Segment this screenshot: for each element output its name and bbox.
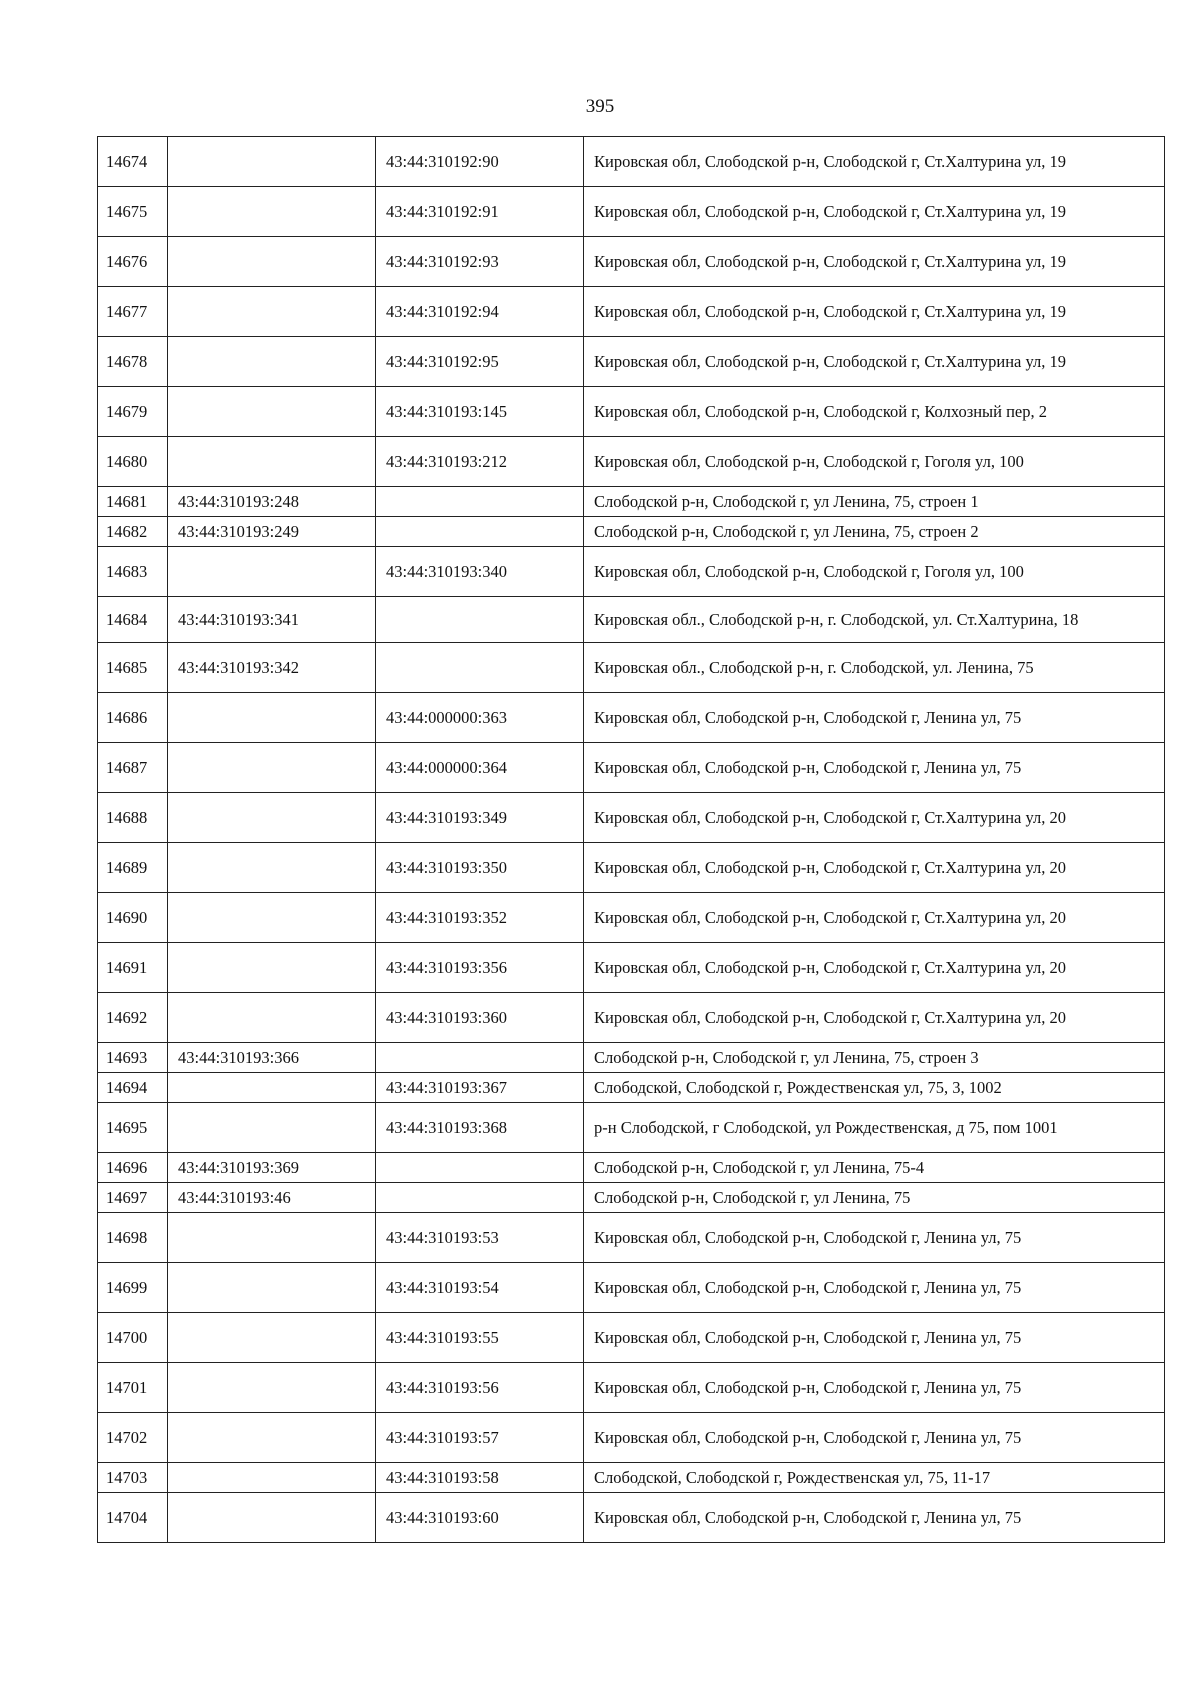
cadastral-number-cell: 43:44:310193:248 xyxy=(168,487,376,517)
cadastral-number-cell xyxy=(168,893,376,943)
address-cell: Кировская обл, Слободской р-н, Слободской г, Ст.Халтурина ул, 20 xyxy=(584,893,1165,943)
row-number-cell: 14688 xyxy=(98,793,168,843)
table-row xyxy=(98,1363,1165,1413)
table-row xyxy=(98,387,1165,437)
address-cell: Кировская обл, Слободской р-н, Слободской г, Ленина ул, 75 xyxy=(584,1493,1165,1543)
object-cadastral-number-cell: 43:44:310193:212 xyxy=(376,437,584,487)
cadastral-number-cell: 43:44:310193:341 xyxy=(168,597,376,643)
table-row xyxy=(98,1213,1165,1263)
address-cell: Кировская обл, Слободской р-н, Слободской г, Ленина ул, 75 xyxy=(584,1263,1165,1313)
cadastral-number-cell xyxy=(168,693,376,743)
row-number-cell: 14695 xyxy=(98,1103,168,1153)
row-number-cell: 14675 xyxy=(98,187,168,237)
table-row xyxy=(98,187,1165,237)
cadastral-number-cell xyxy=(168,743,376,793)
address-cell: Слободской р-н, Слободской г, ул Ленина, 75, строен 2 xyxy=(584,517,1165,547)
cadastral-number-cell xyxy=(168,1493,376,1543)
address-cell: Кировская обл, Слободской р-н, Слободской г, Ст.Халтурина ул, 19 xyxy=(584,187,1165,237)
cadastral-number-cell xyxy=(168,437,376,487)
cadastral-number-cell: 43:44:310193:369 xyxy=(168,1153,376,1183)
object-cadastral-number-cell: 43:44:310193:145 xyxy=(376,387,584,437)
table-row xyxy=(98,993,1165,1043)
cadastral-number-cell: 43:44:310193:366 xyxy=(168,1043,376,1073)
object-cadastral-number-cell: 43:44:310193:57 xyxy=(376,1413,584,1463)
object-cadastral-number-cell: 43:44:310193:350 xyxy=(376,843,584,893)
row-number-cell: 14681 xyxy=(98,487,168,517)
object-cadastral-number-cell xyxy=(376,597,584,643)
cadastral-number-cell xyxy=(168,1073,376,1103)
object-cadastral-number-cell xyxy=(376,643,584,693)
row-number-cell: 14703 xyxy=(98,1463,168,1493)
address-cell: Кировская обл, Слободской р-н, Слободской г, Ленина ул, 75 xyxy=(584,743,1165,793)
table-row xyxy=(98,793,1165,843)
row-number-cell: 14687 xyxy=(98,743,168,793)
table-row xyxy=(98,693,1165,743)
table-row xyxy=(98,137,1165,187)
object-cadastral-number-cell xyxy=(376,517,584,547)
cadastral-number-cell: 43:44:310193:46 xyxy=(168,1183,376,1213)
address-cell: Кировская обл, Слободской р-н, Слободской г, Гоголя ул, 100 xyxy=(584,437,1165,487)
table-row xyxy=(98,893,1165,943)
row-number-cell: 14678 xyxy=(98,337,168,387)
address-cell: Кировская обл, Слободской р-н, Слободской г, Ленина ул, 75 xyxy=(584,693,1165,743)
cadastral-number-cell xyxy=(168,943,376,993)
table-row xyxy=(98,597,1165,643)
row-number-cell: 14679 xyxy=(98,387,168,437)
cadastral-number-cell xyxy=(168,337,376,387)
object-cadastral-number-cell: 43:44:310192:93 xyxy=(376,237,584,287)
object-cadastral-number-cell: 43:44:310193:60 xyxy=(376,1493,584,1543)
page-number: 395 xyxy=(585,96,615,117)
cadastral-number-cell xyxy=(168,1263,376,1313)
address-cell: Кировская обл, Слободской р-н, Слободской г, Ст.Халтурина ул, 20 xyxy=(584,993,1165,1043)
row-number-cell: 14682 xyxy=(98,517,168,547)
address-cell: Слободской р-н, Слободской г, ул Ленина, 75 xyxy=(584,1183,1165,1213)
address-cell: Кировская обл, Слободской р-н, Слободской г, Ст.Халтурина ул, 20 xyxy=(584,793,1165,843)
cadastral-number-cell xyxy=(168,287,376,337)
row-number-cell: 14674 xyxy=(98,137,168,187)
address-cell: Кировская обл, Слободской р-н, Слободской г, Ленина ул, 75 xyxy=(584,1363,1165,1413)
object-cadastral-number-cell: 43:44:000000:363 xyxy=(376,693,584,743)
address-cell: Слободской р-н, Слободской г, ул Ленина, 75-4 xyxy=(584,1153,1165,1183)
row-number-cell: 14685 xyxy=(98,643,168,693)
table-row xyxy=(98,237,1165,287)
cadastral-number-cell xyxy=(168,1103,376,1153)
row-number-cell: 14693 xyxy=(98,1043,168,1073)
address-cell: Кировская обл, Слободской р-н, Слободской г, Ст.Халтурина ул, 19 xyxy=(584,237,1165,287)
object-cadastral-number-cell: 43:44:310193:56 xyxy=(376,1363,584,1413)
row-number-cell: 14696 xyxy=(98,1153,168,1183)
cadastral-number-cell xyxy=(168,137,376,187)
address-cell: Кировская обл, Слободской р-н, Слободской г, Ст.Халтурина ул, 19 xyxy=(584,137,1165,187)
object-cadastral-number-cell xyxy=(376,1153,584,1183)
object-cadastral-number-cell xyxy=(376,487,584,517)
address-cell: р-н Слободской, г Слободской, ул Рождественская, д 75, пом 1001 xyxy=(584,1103,1165,1153)
object-cadastral-number-cell xyxy=(376,1043,584,1073)
cadastral-number-cell xyxy=(168,187,376,237)
registry-table xyxy=(97,136,1165,1543)
row-number-cell: 14697 xyxy=(98,1183,168,1213)
table-row xyxy=(98,337,1165,387)
address-cell: Кировская обл., Слободской р-н, г. Слободской, ул. Ст.Халтурина, 18 xyxy=(584,597,1165,643)
table-row xyxy=(98,643,1165,693)
address-cell: Слободской, Слободской г, Рождественская ул, 75, 11-17 xyxy=(584,1463,1165,1493)
row-number-cell: 14698 xyxy=(98,1213,168,1263)
object-cadastral-number-cell: 43:44:310193:53 xyxy=(376,1213,584,1263)
row-number-cell: 14691 xyxy=(98,943,168,993)
row-number-cell: 14686 xyxy=(98,693,168,743)
table-row xyxy=(98,1263,1165,1313)
object-cadastral-number-cell: 43:44:000000:364 xyxy=(376,743,584,793)
table-row xyxy=(98,437,1165,487)
row-number-cell: 14683 xyxy=(98,547,168,597)
row-number-cell: 14689 xyxy=(98,843,168,893)
row-number-cell: 14694 xyxy=(98,1073,168,1103)
row-number-cell: 14704 xyxy=(98,1493,168,1543)
address-cell: Кировская обл, Слободской р-н, Слободской г, Ст.Халтурина ул, 20 xyxy=(584,843,1165,893)
object-cadastral-number-cell: 43:44:310192:95 xyxy=(376,337,584,387)
cadastral-number-cell xyxy=(168,1413,376,1463)
table-row xyxy=(98,287,1165,337)
address-cell: Кировская обл, Слободской р-н, Слободской г, Ст.Халтурина ул, 20 xyxy=(584,943,1165,993)
cadastral-number-cell xyxy=(168,1313,376,1363)
object-cadastral-number-cell: 43:44:310193:360 xyxy=(376,993,584,1043)
object-cadastral-number-cell: 43:44:310193:55 xyxy=(376,1313,584,1363)
table-row xyxy=(98,487,1165,517)
table-row xyxy=(98,1493,1165,1543)
address-cell: Кировская обл, Слободской р-н, Слободской г, Ст.Халтурина ул, 19 xyxy=(584,287,1165,337)
row-number-cell: 14700 xyxy=(98,1313,168,1363)
address-cell: Кировская обл, Слободской р-н, Слободской г, Ст.Халтурина ул, 19 xyxy=(584,337,1165,387)
object-cadastral-number-cell: 43:44:310192:90 xyxy=(376,137,584,187)
table-row xyxy=(98,943,1165,993)
address-cell: Слободской, Слободской г, Рождественская ул, 75, 3, 1002 xyxy=(584,1073,1165,1103)
cadastral-number-cell xyxy=(168,547,376,597)
table-row xyxy=(98,1103,1165,1153)
object-cadastral-number-cell: 43:44:310192:94 xyxy=(376,287,584,337)
object-cadastral-number-cell: 43:44:310193:356 xyxy=(376,943,584,993)
row-number-cell: 14676 xyxy=(98,237,168,287)
object-cadastral-number-cell: 43:44:310193:54 xyxy=(376,1263,584,1313)
address-cell: Кировская обл, Слободской р-н, Слободской г, Ленина ул, 75 xyxy=(584,1313,1165,1363)
row-number-cell: 14699 xyxy=(98,1263,168,1313)
table-row xyxy=(98,1043,1165,1073)
object-cadastral-number-cell: 43:44:310193:340 xyxy=(376,547,584,597)
address-cell: Кировская обл, Слободской р-н, Слободской г, Колхозный пер, 2 xyxy=(584,387,1165,437)
object-cadastral-number-cell xyxy=(376,1183,584,1213)
cadastral-number-cell xyxy=(168,1213,376,1263)
row-number-cell: 14702 xyxy=(98,1413,168,1463)
cadastral-number-cell xyxy=(168,1463,376,1493)
address-cell: Кировская обл, Слободской р-н, Слободской г, Ленина ул, 75 xyxy=(584,1213,1165,1263)
row-number-cell: 14692 xyxy=(98,993,168,1043)
address-cell: Кировская обл, Слободской р-н, Слободской г, Ленина ул, 75 xyxy=(584,1413,1165,1463)
cadastral-number-cell xyxy=(168,793,376,843)
address-cell: Слободской р-н, Слободской г, ул Ленина, 75, строен 3 xyxy=(584,1043,1165,1073)
cadastral-number-cell xyxy=(168,1363,376,1413)
object-cadastral-number-cell: 43:44:310192:91 xyxy=(376,187,584,237)
address-cell: Кировская обл., Слободской р-н, г. Слободской, ул. Ленина, 75 xyxy=(584,643,1165,693)
table-row xyxy=(98,1073,1165,1103)
object-cadastral-number-cell: 43:44:310193:352 xyxy=(376,893,584,943)
table-row xyxy=(98,1153,1165,1183)
table-row xyxy=(98,1313,1165,1363)
cadastral-number-cell xyxy=(168,843,376,893)
table-row xyxy=(98,1413,1165,1463)
table-row xyxy=(98,517,1165,547)
row-number-cell: 14690 xyxy=(98,893,168,943)
cadastral-number-cell xyxy=(168,993,376,1043)
object-cadastral-number-cell: 43:44:310193:58 xyxy=(376,1463,584,1493)
row-number-cell: 14677 xyxy=(98,287,168,337)
row-number-cell: 14701 xyxy=(98,1363,168,1413)
cadastral-number-cell: 43:44:310193:342 xyxy=(168,643,376,693)
table-row xyxy=(98,547,1165,597)
table-row xyxy=(98,1183,1165,1213)
row-number-cell: 14684 xyxy=(98,597,168,643)
row-number-cell: 14680 xyxy=(98,437,168,487)
object-cadastral-number-cell: 43:44:310193:367 xyxy=(376,1073,584,1103)
address-cell: Кировская обл, Слободской р-н, Слободской г, Гоголя ул, 100 xyxy=(584,547,1165,597)
table-row xyxy=(98,843,1165,893)
table-row xyxy=(98,743,1165,793)
object-cadastral-number-cell: 43:44:310193:349 xyxy=(376,793,584,843)
cadastral-number-cell xyxy=(168,237,376,287)
cadastral-number-cell: 43:44:310193:249 xyxy=(168,517,376,547)
cadastral-number-cell xyxy=(168,387,376,437)
registry-body xyxy=(98,137,1165,1543)
table-row xyxy=(98,1463,1165,1493)
address-cell: Слободской р-н, Слободской г, ул Ленина, 75, строен 1 xyxy=(584,487,1165,517)
object-cadastral-number-cell: 43:44:310193:368 xyxy=(376,1103,584,1153)
